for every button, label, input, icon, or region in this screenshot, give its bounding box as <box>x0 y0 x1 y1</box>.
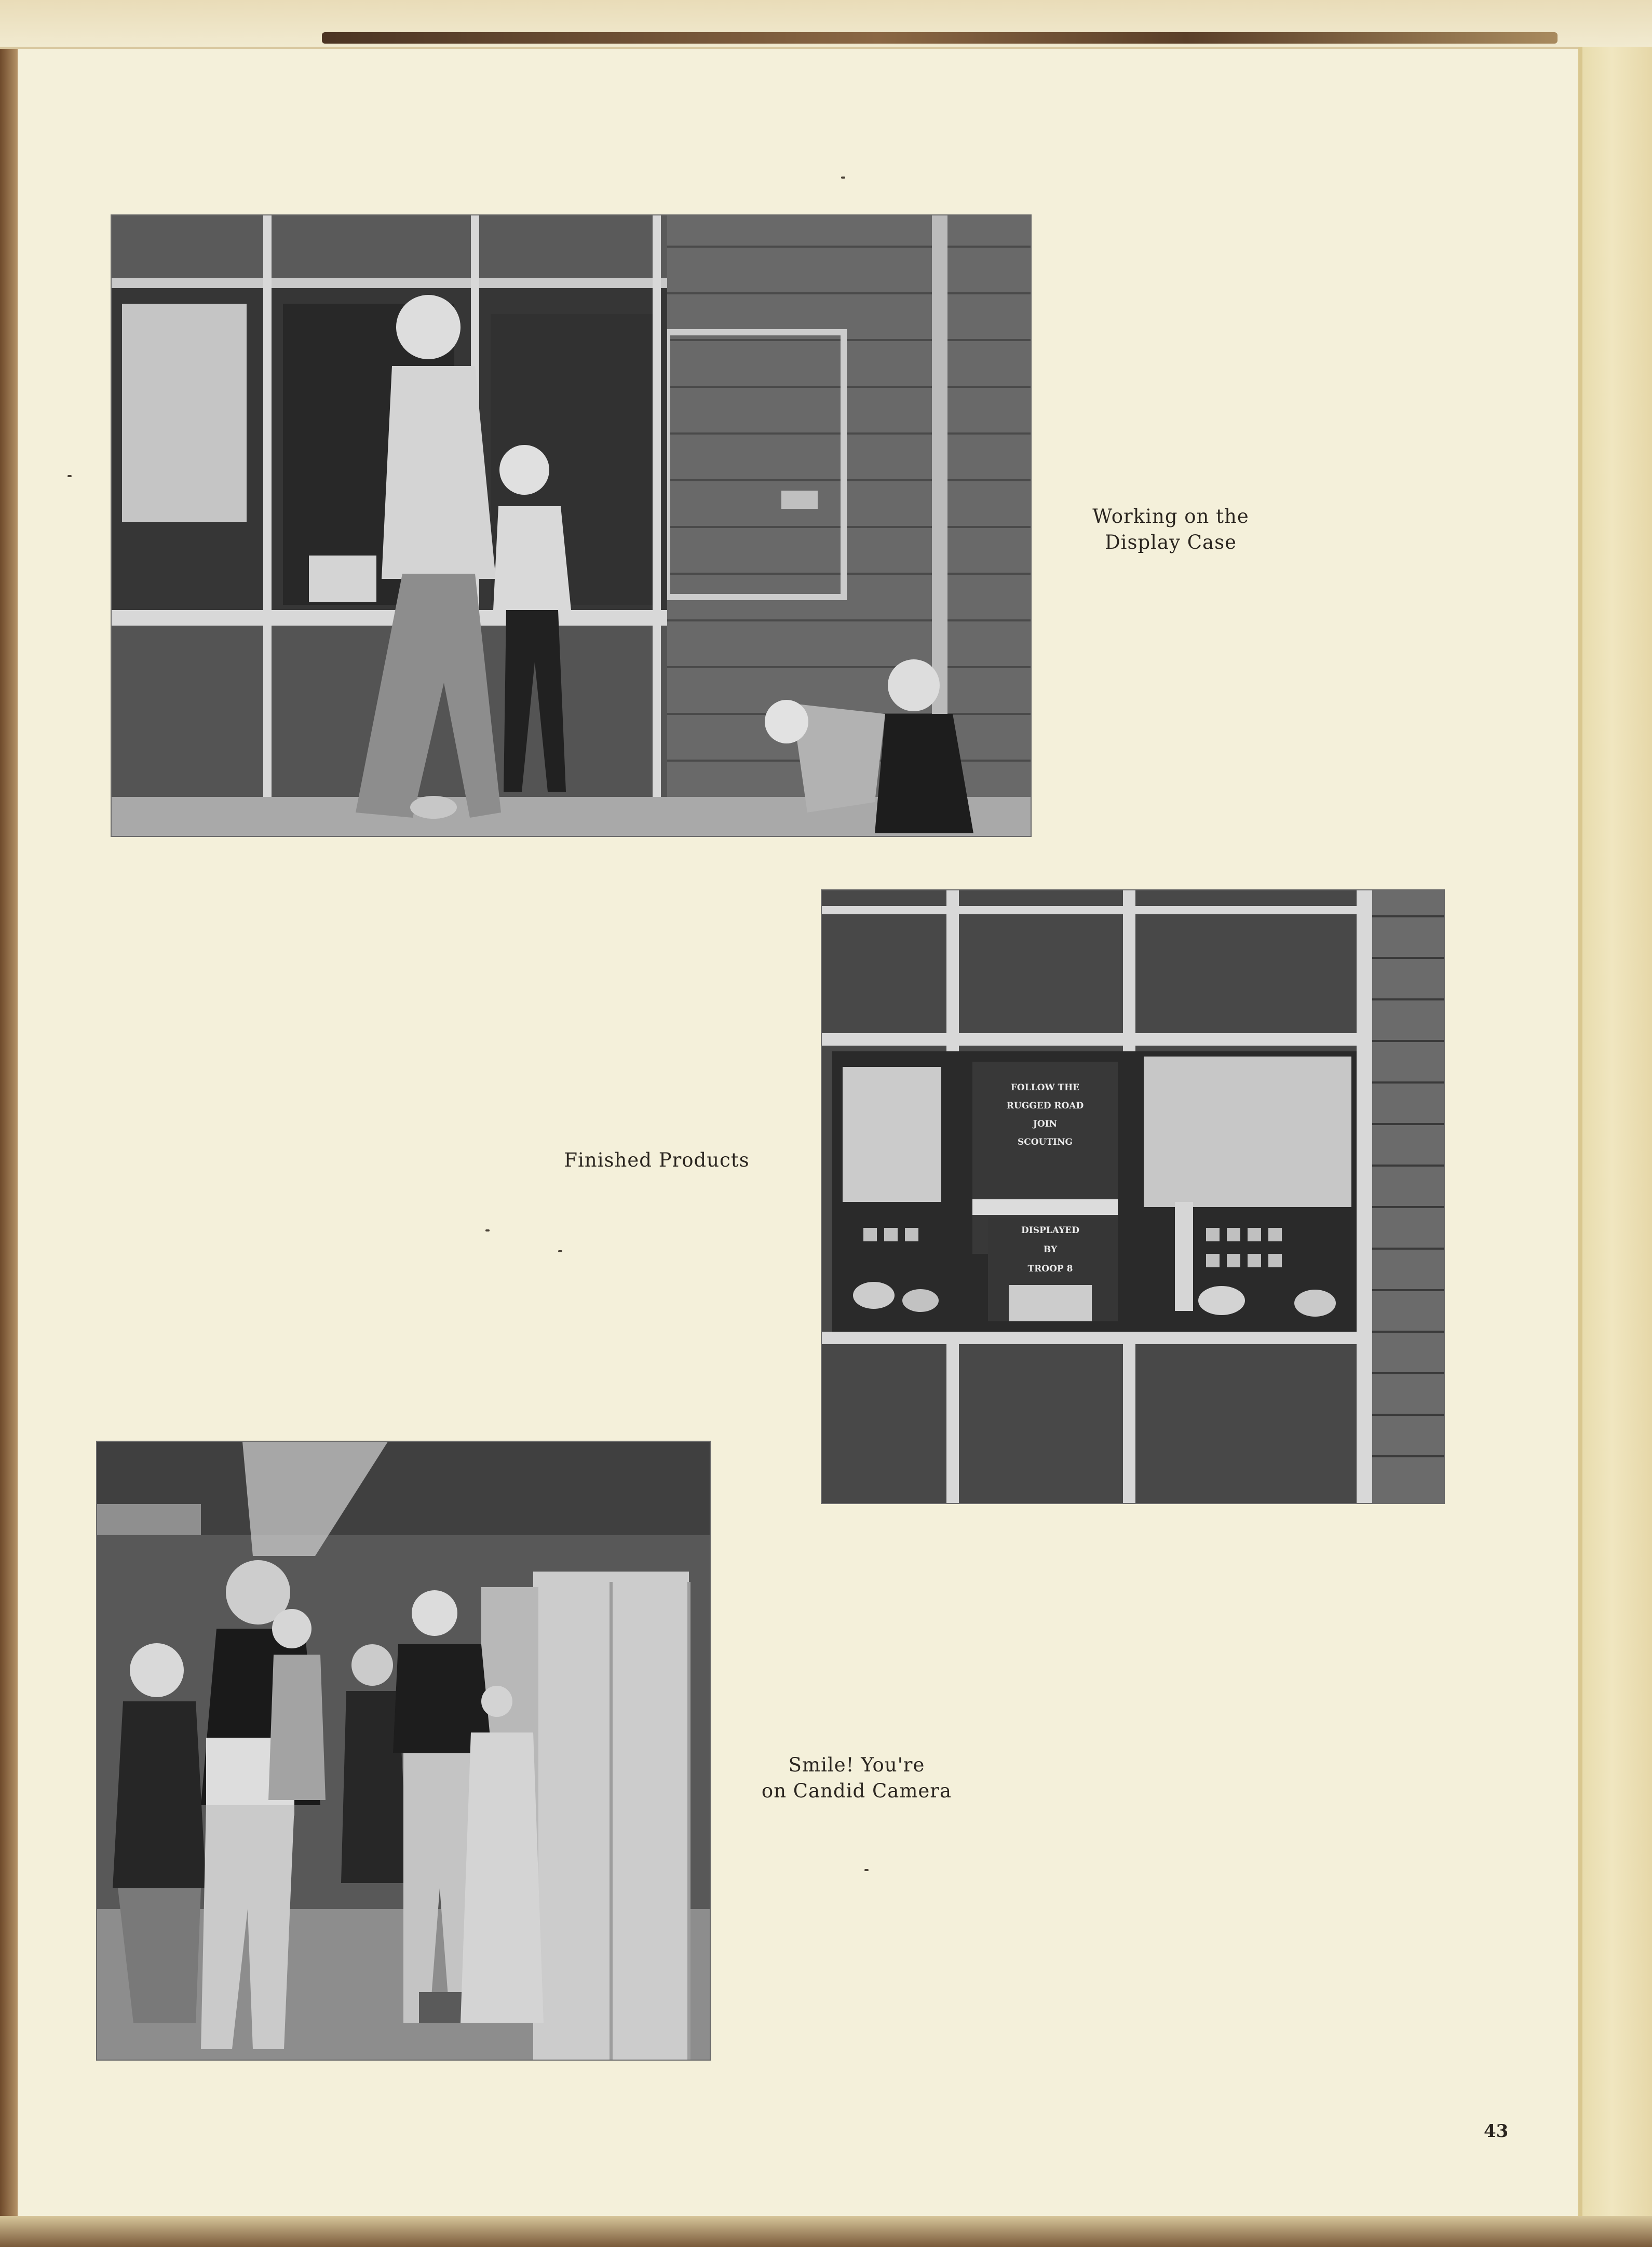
sign-line-troop: TROOP 8 <box>1027 1264 1073 1274</box>
sign-line-by: BY <box>1043 1244 1058 1255</box>
caption-hallway-lockers: Smile! You're on Candid Camera <box>761 1754 952 1802</box>
sign-line-follow: FOLLOW THE <box>1010 1082 1080 1093</box>
page-number: 43 <box>1484 2121 1509 2142</box>
photo-finished-display <box>822 890 1444 1503</box>
display-case-work-image <box>112 215 1031 836</box>
caption-display-case-work: Working on the Display Case <box>1092 505 1249 553</box>
photo-hallway-lockers <box>97 1442 710 2060</box>
sign-line-scouting: SCOUTING <box>1017 1137 1073 1147</box>
page-binding-right <box>1578 47 1652 2247</box>
page-binding-top <box>0 0 1652 49</box>
print-speck <box>485 1229 490 1231</box>
print-speck <box>67 475 72 477</box>
print-speck <box>864 1869 869 1871</box>
print-speck <box>558 1250 562 1252</box>
caption-finished-display: Finished Products <box>564 1149 750 1171</box>
sign-line-join: JOIN <box>1033 1119 1058 1129</box>
page-binding-bottom <box>0 2216 1652 2247</box>
photo-display-case-work <box>112 215 1031 836</box>
finished-display-image <box>822 890 1444 1503</box>
hallway-lockers-image <box>97 1442 710 2060</box>
sign-line-displayed: DISPLAYED <box>1021 1225 1079 1236</box>
print-speck <box>841 177 845 179</box>
sign-line-rugged-road: RUGGED ROAD <box>1006 1101 1084 1111</box>
page-binding-left <box>0 0 18 2247</box>
